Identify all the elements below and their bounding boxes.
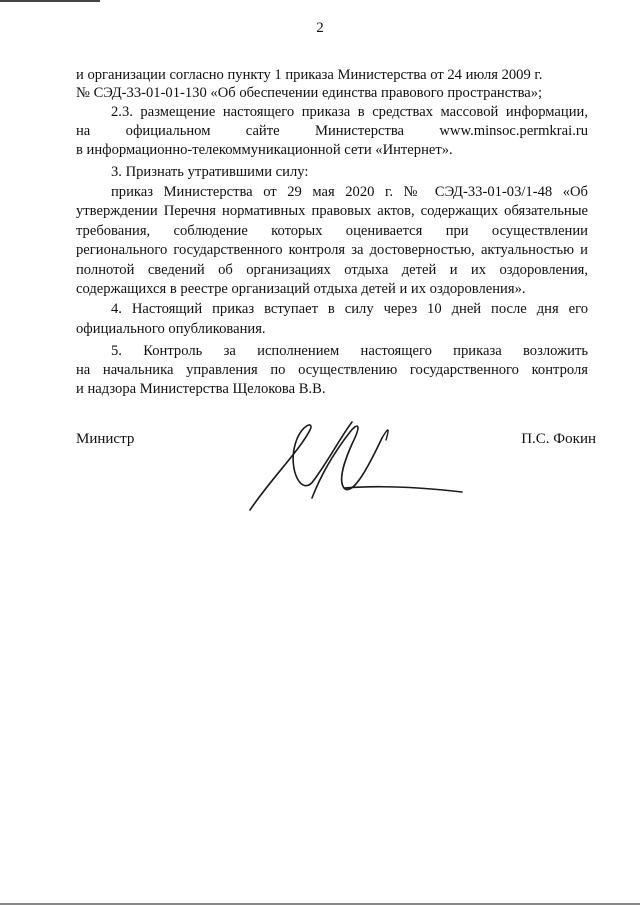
body-line: официального опубликования. [76,321,266,337]
signatory-name: П.С. Фокин [521,431,596,447]
body-line: и организации согласно пункту 1 приказа Министерства от 24 июля 2009 г. [76,67,543,83]
signatory-title: Министр [76,431,135,447]
page-number: 2 [316,20,324,36]
handwritten-signature [240,410,470,520]
body-line: 2.3. размещение настоящего приказа в средствах массовой информации, [111,104,588,120]
body-line: на официальном сайте Министерства www.minsoc.permkrai.ru [76,123,588,139]
scan-edge-mark [0,0,100,2]
body-line: в информационно-телекоммуникационной сети «Интернет». [76,142,453,158]
body-line: № СЭД-33-01-01-130 «Об обеспечении единства правового пространства»; [76,85,543,101]
body-line: 5. Контроль за исполнением настоящего приказа возложить [111,343,588,359]
body-line: и надзора Министерства Щелокова В.В. [76,381,326,397]
body-line: приказ Министерства от 29 мая 2020 г. № СЭД-33-01-03/1-48 «Об [111,184,588,200]
body-line: регионального государственного контроля за достоверностью, актуальностью и [76,242,588,258]
body-line: 3. Признать утратившими силу: [111,164,309,180]
body-line: на начальника управления по осуществлению государственного контроля [76,362,588,378]
body-line: 4. Настоящий приказ вступает в силу через 10 дней после дня его [111,301,588,317]
body-line: содержащихся в реестре организаций отдыха детей и их оздоровления». [76,281,526,297]
body-line: требования, соблюдение которых оценивается при осуществлении [76,223,588,239]
body-line: полнотой сведений об организациях отдыха детей и их оздоровления, [76,262,588,278]
body-line: утверждении Перечня нормативных правовых актов, содержащих обязательные [76,203,588,219]
